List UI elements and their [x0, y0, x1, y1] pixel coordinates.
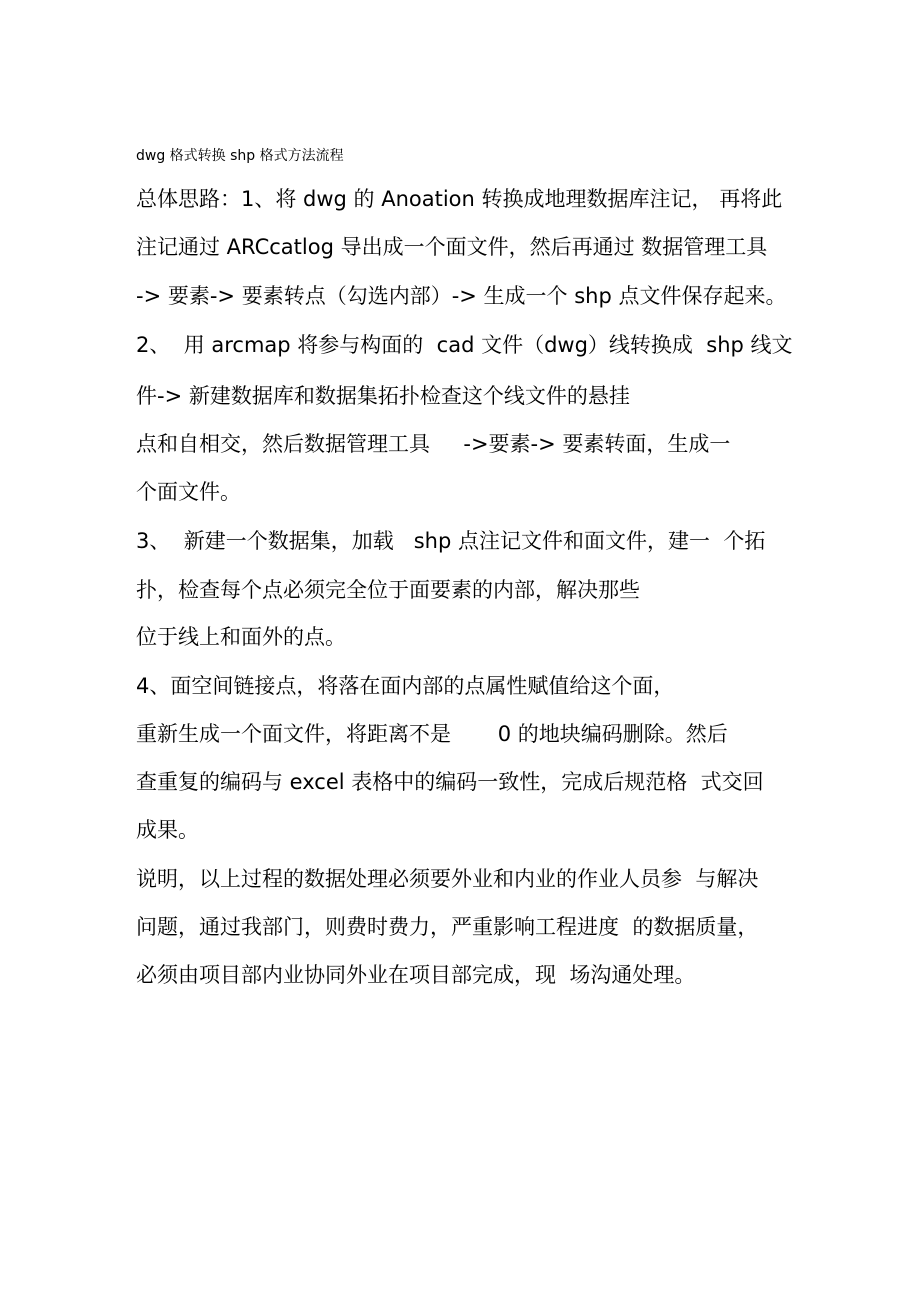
paragraph-line-16: 问题，通过我部门，则费时费力，严重影响工程进度 的数据质量， [136, 915, 759, 939]
paragraph-line-17: 必须由项目部内业协同外业在项目部完成，现 场沟通处理。 [136, 963, 696, 987]
paragraph-line-2: 注记通过 ARCcatlog 导出成一个面文件，然后再通过 数据管理工具 [136, 235, 768, 259]
paragraph-line-14: 成果。 [136, 818, 199, 842]
paragraph-line-8: 3、 新建一个数据集，加载 shp 点注记文件和面文件，建一 个拓 [136, 529, 766, 553]
paragraph-line-11: 4、面空间链接点，将落在面内部的点属性赋值给这个面， [136, 674, 675, 698]
paragraph-line-7: 个面文件。 [136, 480, 241, 504]
paragraph-line-9: 扑，检查每个点必须完全位于面要素的内部，解决那些 [136, 578, 640, 602]
paragraph-line-13: 查重复的编码与 excel 表格中的编码一致性，完成后规范格 式交回 [136, 770, 764, 794]
paragraph-line-12: 重新生成一个面文件，将距离不是 0 的地块编码删除。然后 [136, 722, 728, 746]
paragraph-line-3: -> 要素-> 要素转点（勾选内部）-> 生成一个 shp 点文件保存起来。 [136, 284, 787, 308]
paragraph-line-10: 位于线上和面外的点。 [136, 625, 346, 649]
paragraph-line-1: 总体思路：1、将 dwg 的 Anoation 转换成地理数据库注记， 再将此 [136, 187, 783, 211]
paragraph-line-6: 点和自相交，然后数据管理工具 ->要素-> 要素转面，生成一 [136, 432, 731, 456]
paragraph-line-4: 2、 用 arcmap 将参与构面的 cad 文件（dwg）线转换成 shp 线文 [136, 333, 793, 357]
paragraph-line-15: 说明，以上过程的数据处理必须要外业和内业的作业人员参 与解决 [136, 867, 759, 891]
document-title: dwg 格式转换 shp 格式方法流程 [136, 148, 344, 164]
paragraph-line-5: 件-> 新建数据库和数据集拓扑检查这个线文件的悬挂 [136, 384, 630, 408]
